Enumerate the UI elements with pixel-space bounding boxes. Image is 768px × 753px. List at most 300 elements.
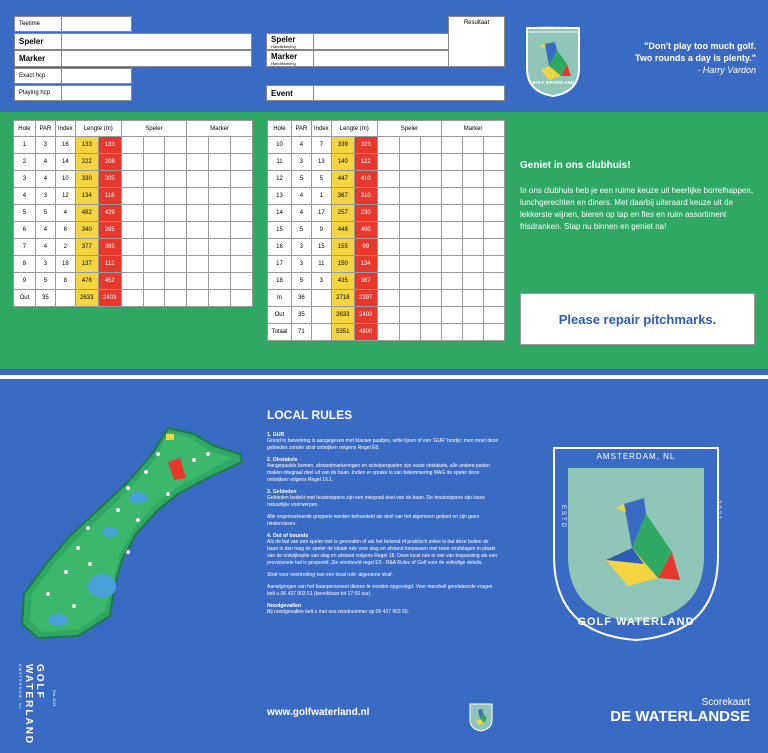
speler-score-cell[interactable] [421, 324, 442, 341]
marker-score-cell[interactable] [442, 171, 463, 188]
marker-score-cell[interactable] [187, 273, 209, 290]
marker-score-cell[interactable] [209, 154, 231, 171]
table-row [14, 188, 253, 205]
rule-heading: 3. Gebieden [267, 489, 297, 495]
marker-score-cell[interactable] [484, 222, 505, 239]
index-cell: 2 [55, 239, 75, 256]
speler-score-cell[interactable] [121, 188, 143, 205]
teetime-input[interactable] [62, 16, 132, 32]
speler-score-cell[interactable] [421, 205, 442, 222]
marker-score-cell[interactable] [209, 188, 231, 205]
index-cell: 6 [55, 222, 75, 239]
marker-score-cell[interactable] [442, 239, 463, 256]
quote-author: - Harry Vardon [697, 65, 756, 75]
playing-hcp-field[interactable] [14, 85, 132, 101]
speler-score-cell[interactable] [121, 137, 143, 154]
speler-score-cell[interactable] [421, 290, 442, 307]
marker-field[interactable] [14, 50, 252, 67]
index-cell: 13 [311, 154, 331, 171]
speler-score-cell[interactable] [377, 273, 399, 290]
col-hole: Hole [14, 121, 36, 137]
speler-score-cell[interactable] [399, 171, 421, 188]
speler-score-cell[interactable] [399, 205, 421, 222]
hole-cell: 15 [268, 222, 292, 239]
table-row [14, 205, 253, 222]
marker-score-cell[interactable] [484, 171, 505, 188]
marker-score-cell[interactable] [463, 290, 484, 307]
col-lengte: Lengte (m) [75, 121, 121, 137]
length-red-cell: 310 [354, 188, 377, 205]
back-nine-table [267, 120, 505, 341]
speler-score-cell[interactable] [421, 307, 442, 324]
website-link[interactable]: www.golfwaterland.nl [267, 707, 370, 718]
marker-score-cell[interactable] [209, 222, 231, 239]
vertical-logo-est: Est. 2021 [52, 690, 57, 707]
col-speler: Speler [377, 121, 442, 137]
marker-score-cell[interactable] [187, 239, 209, 256]
length-yellow-cell: 2633 [331, 307, 354, 324]
speler-score-cell[interactable] [165, 239, 187, 256]
speler-score-cell[interactable] [377, 239, 399, 256]
marker-signature-title: Marker [271, 51, 298, 61]
table-row [14, 290, 253, 307]
table-row [14, 154, 253, 171]
speler-score-cell[interactable] [121, 239, 143, 256]
speler-score-cell[interactable] [143, 137, 165, 154]
index-cell: 11 [311, 256, 331, 273]
length-red-cell: 452 [98, 273, 121, 290]
vertical-logo-line-2: WATERLAND [23, 664, 34, 746]
length-red-cell: 2403 [98, 290, 121, 307]
par-cell: 35 [291, 307, 311, 324]
hole-cell: 5 [14, 205, 36, 222]
length-red-cell: 208 [98, 154, 121, 171]
speler-score-cell[interactable] [421, 188, 442, 205]
marker-score-cell[interactable] [484, 324, 505, 341]
table-row [268, 154, 505, 171]
speler-score-cell[interactable] [377, 188, 399, 205]
length-red-cell: 323 [354, 137, 377, 154]
exact-hcp-input[interactable] [62, 68, 132, 84]
speler-score-cell[interactable] [143, 154, 165, 171]
marker-score-cell[interactable] [231, 154, 253, 171]
scorekaart-title [610, 697, 750, 725]
marker-score-cell[interactable] [484, 137, 505, 154]
hole-cell: 18 [268, 273, 292, 290]
index-cell [311, 324, 331, 341]
table-row [14, 256, 253, 273]
marker-score-cell[interactable] [484, 188, 505, 205]
speler-score-cell[interactable] [165, 205, 187, 222]
marker-score-cell[interactable] [463, 137, 484, 154]
rule-heading: 4. Out of bounds [267, 533, 309, 539]
speler-field[interactable] [14, 33, 252, 50]
table-row [268, 307, 505, 324]
marker-score-cell[interactable] [442, 137, 463, 154]
speler-score-cell[interactable] [143, 290, 165, 307]
table-row [268, 222, 505, 239]
event-label: Event [266, 85, 314, 101]
length-yellow-cell: 155 [331, 239, 354, 256]
hole-cell: 11 [268, 154, 292, 171]
length-red-cell: 116 [98, 188, 121, 205]
speler-score-cell[interactable] [377, 205, 399, 222]
length-red-cell: 122 [354, 154, 377, 171]
length-yellow-cell: 150 [331, 256, 354, 273]
marker-score-cell[interactable] [442, 205, 463, 222]
length-red-cell: 365 [98, 239, 121, 256]
index-cell: 4 [55, 205, 75, 222]
course-map [18, 424, 246, 640]
speler-score-cell[interactable] [121, 222, 143, 239]
speler-score-cell[interactable] [399, 188, 421, 205]
length-yellow-cell: 367 [331, 188, 354, 205]
marker-score-cell[interactable] [463, 154, 484, 171]
marker-score-cell[interactable] [231, 137, 253, 154]
teetime-field[interactable] [14, 16, 132, 32]
length-red-cell: 112 [98, 256, 121, 273]
table-row [268, 273, 505, 290]
col-index: Index [55, 121, 75, 137]
par-cell: 3 [291, 239, 311, 256]
rule-heading: 2. Obstakels [267, 457, 298, 463]
length-yellow-cell: 133 [75, 137, 98, 154]
marker-score-cell[interactable] [463, 324, 484, 341]
hole-cell: In [268, 290, 292, 307]
speler-score-cell[interactable] [165, 222, 187, 239]
par-cell: 4 [291, 137, 311, 154]
rule-heading: 1. GUR [267, 432, 285, 438]
speler-score-cell[interactable] [399, 307, 421, 324]
marker-score-cell[interactable] [463, 188, 484, 205]
length-red-cell: 2403 [354, 307, 377, 324]
marker-score-cell[interactable] [442, 256, 463, 273]
par-cell: 4 [291, 188, 311, 205]
speler-score-cell[interactable] [143, 273, 165, 290]
golf-waterland-logo-small [521, 24, 585, 98]
speler-score-cell[interactable] [377, 290, 399, 307]
marker-score-cell[interactable] [463, 307, 484, 324]
hole-cell: 17 [268, 256, 292, 273]
index-cell: 8 [55, 273, 75, 290]
hole-cell: Out [14, 290, 36, 307]
marker-score-cell[interactable] [209, 205, 231, 222]
event-field[interactable] [266, 85, 505, 101]
speler-score-cell[interactable] [421, 273, 442, 290]
marker-score-cell[interactable] [209, 256, 231, 273]
marker-score-cell[interactable] [442, 188, 463, 205]
marker-score-cell[interactable] [463, 273, 484, 290]
rule-text: Aanwijzingen van het baanpersoneel dienen te worden opgevolgd. Voor marshall gerelateerde vragen belt u 06 437 903 51 (bereikbaar tot 17:00 uur). [267, 584, 493, 597]
pitchmarks-banner: Please repair pitchmarks. [520, 293, 755, 345]
table-row [268, 290, 505, 307]
par-cell: 36 [291, 290, 311, 307]
speler-score-cell[interactable] [399, 222, 421, 239]
table-row [268, 205, 505, 222]
speler-score-cell[interactable] [377, 222, 399, 239]
rule-text: Straf voor overtreding van een local rule: algemene straf. [267, 572, 393, 578]
logo-small-top-text: AMSTERDAM, NL [536, 25, 570, 30]
speler-score-cell[interactable] [165, 273, 187, 290]
marker-score-cell[interactable] [442, 222, 463, 239]
marker-score-cell[interactable] [231, 188, 253, 205]
speler-score-cell[interactable] [121, 256, 143, 273]
marker-score-cell[interactable] [484, 273, 505, 290]
length-red-cell: 2397 [354, 290, 377, 307]
speler-score-cell[interactable] [377, 307, 399, 324]
col-speler: Speler [121, 121, 187, 137]
marker-score-cell[interactable] [209, 171, 231, 188]
index-cell: 9 [311, 222, 331, 239]
index-cell: 12 [55, 188, 75, 205]
table-row [268, 324, 505, 341]
hole-cell: 7 [14, 239, 36, 256]
speler-score-cell[interactable] [421, 222, 442, 239]
index-cell: 15 [311, 239, 331, 256]
length-red-cell: 285 [98, 222, 121, 239]
event-input[interactable] [314, 85, 505, 101]
table-row [268, 137, 505, 154]
table-row [14, 222, 253, 239]
index-cell: 3 [311, 273, 331, 290]
speler-score-cell[interactable] [399, 256, 421, 273]
col-lengte: Lengte (m) [331, 121, 377, 137]
hole-cell: 8 [14, 256, 36, 273]
marker-score-cell[interactable] [209, 290, 231, 307]
speler-score-cell[interactable] [143, 256, 165, 273]
length-yellow-cell: 140 [331, 154, 354, 171]
par-cell: 3 [35, 137, 55, 154]
back-header-row [268, 121, 505, 137]
logo-large-bottom-text: GOLF WATERLAND [577, 616, 695, 628]
front-header-row [14, 121, 253, 137]
marker-score-cell[interactable] [442, 290, 463, 307]
speler-score-cell[interactable] [121, 290, 143, 307]
par-cell: 5 [35, 273, 55, 290]
par-cell: 3 [291, 256, 311, 273]
speler-score-cell[interactable] [121, 205, 143, 222]
hole-cell: 13 [268, 188, 292, 205]
length-yellow-cell: 377 [75, 239, 98, 256]
length-yellow-cell: 340 [75, 222, 98, 239]
length-yellow-cell: 2633 [75, 290, 98, 307]
marker-score-cell[interactable] [231, 256, 253, 273]
speler-score-cell[interactable] [165, 188, 187, 205]
vertical-logo [18, 664, 45, 745]
logo-large-top-text: AMSTERDAM, NL [596, 452, 676, 461]
length-red-cell: 400 [354, 222, 377, 239]
table-row [268, 239, 505, 256]
marker-score-cell[interactable] [442, 324, 463, 341]
marker-score-cell[interactable] [231, 171, 253, 188]
speler-score-cell[interactable] [377, 154, 399, 171]
speler-score-cell[interactable] [421, 256, 442, 273]
speler-score-cell[interactable] [143, 239, 165, 256]
index-cell [311, 307, 331, 324]
length-yellow-cell: 448 [331, 222, 354, 239]
table-row [268, 256, 505, 273]
length-red-cell: 230 [354, 205, 377, 222]
speler-score-cell[interactable] [143, 222, 165, 239]
scorekaart-line-1: Scorekaart [701, 697, 750, 708]
playing-hcp-input[interactable] [62, 85, 132, 101]
col-hole: Hole [268, 121, 292, 137]
speler-score-cell[interactable] [377, 171, 399, 188]
marker-score-cell[interactable] [442, 273, 463, 290]
length-yellow-cell: 257 [331, 205, 354, 222]
golf-waterland-logo-large [548, 444, 724, 644]
speler-score-cell[interactable] [399, 154, 421, 171]
quote-line-2: Two rounds a day is plenty." [635, 53, 756, 63]
par-cell: 71 [291, 324, 311, 341]
marker-score-cell[interactable] [187, 171, 209, 188]
marker-score-cell[interactable] [187, 290, 209, 307]
marker-score-cell[interactable] [187, 137, 209, 154]
marker-score-cell[interactable] [484, 154, 505, 171]
speler-score-cell[interactable] [399, 290, 421, 307]
index-cell: 16 [55, 137, 75, 154]
logo-large-estd: ESTD [560, 505, 566, 530]
length-yellow-cell: 447 [331, 171, 354, 188]
speler-input[interactable] [62, 33, 252, 50]
marker-score-cell[interactable] [484, 290, 505, 307]
length-yellow-cell: 134 [75, 188, 98, 205]
length-yellow-cell: 478 [75, 273, 98, 290]
marker-score-cell[interactable] [442, 154, 463, 171]
marker-score-cell[interactable] [209, 273, 231, 290]
marker-score-cell[interactable] [187, 154, 209, 171]
hole-cell: 9 [14, 273, 36, 290]
speler-score-cell[interactable] [121, 273, 143, 290]
speler-signature-label [266, 33, 314, 50]
marker-score-cell[interactable] [484, 256, 505, 273]
par-cell: 3 [291, 154, 311, 171]
marker-score-cell[interactable] [442, 307, 463, 324]
speler-score-cell[interactable] [143, 188, 165, 205]
exact-hcp-field[interactable] [14, 68, 132, 84]
speler-signature-title: Speler [271, 34, 296, 44]
marker-score-cell[interactable] [463, 239, 484, 256]
length-red-cell: 4800 [354, 324, 377, 341]
table-row [268, 171, 505, 188]
marker-score-cell[interactable] [484, 205, 505, 222]
col-marker: Marker [442, 121, 505, 137]
table-row [14, 137, 253, 154]
index-cell: 10 [55, 171, 75, 188]
table-row [14, 171, 253, 188]
par-cell: 5 [291, 171, 311, 188]
marker-label: Marker [14, 50, 62, 67]
table-row [268, 188, 505, 205]
length-red-cell: 429 [98, 205, 121, 222]
marker-score-cell[interactable] [463, 256, 484, 273]
speler-score-cell[interactable] [399, 273, 421, 290]
speler-score-cell[interactable] [143, 171, 165, 188]
hole-cell: 2 [14, 154, 36, 171]
speler-score-cell[interactable] [421, 171, 442, 188]
speler-score-cell[interactable] [165, 154, 187, 171]
clubhuis-title: Geniet in ons clubhuis! [520, 160, 631, 171]
hole-cell: Totaal [268, 324, 292, 341]
marker-score-cell[interactable] [187, 222, 209, 239]
speler-score-cell[interactable] [165, 290, 187, 307]
length-yellow-cell: 330 [75, 171, 98, 188]
index-cell: 18 [55, 256, 75, 273]
resultaat-box[interactable]: Resultaat [448, 16, 505, 67]
marker-score-cell[interactable] [231, 205, 253, 222]
speler-score-cell[interactable] [399, 324, 421, 341]
marker-score-cell[interactable] [231, 273, 253, 290]
length-red-cell: 305 [98, 171, 121, 188]
marker-score-cell[interactable] [187, 205, 209, 222]
marker-score-cell[interactable] [209, 239, 231, 256]
par-cell: 4 [35, 171, 55, 188]
speler-score-cell[interactable] [143, 205, 165, 222]
rule-text: Bij noodgevallen belt u met ons noodnummer op 06 437 903 55. [267, 609, 410, 615]
speler-signature-sub: Handtekening [271, 43, 296, 49]
col-marker: Marker [187, 121, 253, 137]
length-yellow-cell: 5351 [331, 324, 354, 341]
length-red-cell: 99 [354, 239, 377, 256]
hole-cell: 6 [14, 222, 36, 239]
marker-score-cell[interactable] [484, 307, 505, 324]
marker-score-cell[interactable] [463, 222, 484, 239]
speler-score-cell[interactable] [421, 137, 442, 154]
marker-signature-label [266, 50, 314, 67]
hole-cell: 14 [268, 205, 292, 222]
speler-score-cell[interactable] [377, 324, 399, 341]
speler-score-cell[interactable] [377, 137, 399, 154]
local-rules-title: LOCAL RULES [267, 408, 353, 422]
speler-score-cell[interactable] [121, 171, 143, 188]
speler-score-cell[interactable] [165, 171, 187, 188]
speler-score-cell[interactable] [165, 137, 187, 154]
marker-score-cell[interactable] [463, 171, 484, 188]
marker-input[interactable] [62, 50, 252, 67]
hole-cell: 16 [268, 239, 292, 256]
speler-score-cell[interactable] [165, 256, 187, 273]
length-yellow-cell: 137 [75, 256, 98, 273]
index-cell: 1 [311, 188, 331, 205]
marker-score-cell[interactable] [231, 239, 253, 256]
teetime-label: Teetime [14, 16, 62, 32]
rule-text: Gebieden bedekt met houtsnippers zijn een integraal deel van de baan. De houtsnippers zijn losse natuurlijke voorwerpen. [267, 495, 485, 508]
marker-signature-sub: Handtekening [271, 60, 296, 66]
speler-score-cell[interactable] [399, 137, 421, 154]
index-cell: 17 [311, 205, 331, 222]
marker-score-cell[interactable] [463, 205, 484, 222]
marker-score-cell[interactable] [187, 188, 209, 205]
vertical-logo-sub: AMSTERDAM, NL [18, 664, 23, 710]
rule-text: Aangepaalde bomen, afstandmarkeringen en schelpenpaden zijn vaste obstakels, alle andere paden maken integraal deel uit van de baan. Indien er sprake is van belemmering MAG de speler deze ontwijken volgens Regel 16.1. [267, 463, 490, 483]
speler-score-cell[interactable] [421, 239, 442, 256]
speler-score-cell[interactable] [421, 154, 442, 171]
marker-score-cell[interactable] [187, 256, 209, 273]
length-yellow-cell: 482 [75, 205, 98, 222]
marker-score-cell[interactable] [231, 222, 253, 239]
logo-small-bottom-text: GOLF WATERLAND [531, 80, 575, 85]
speler-score-cell[interactable] [377, 256, 399, 273]
par-cell: 4 [35, 154, 55, 171]
length-red-cell: 133 [98, 137, 121, 154]
marker-score-cell[interactable] [484, 239, 505, 256]
speler-score-cell[interactable] [399, 239, 421, 256]
marker-score-cell[interactable] [209, 137, 231, 154]
speler-score-cell[interactable] [121, 154, 143, 171]
scorekaart-line-2: DE WATERLANDSE [610, 708, 750, 725]
col-par: PAR [291, 121, 311, 137]
marker-score-cell[interactable] [231, 290, 253, 307]
